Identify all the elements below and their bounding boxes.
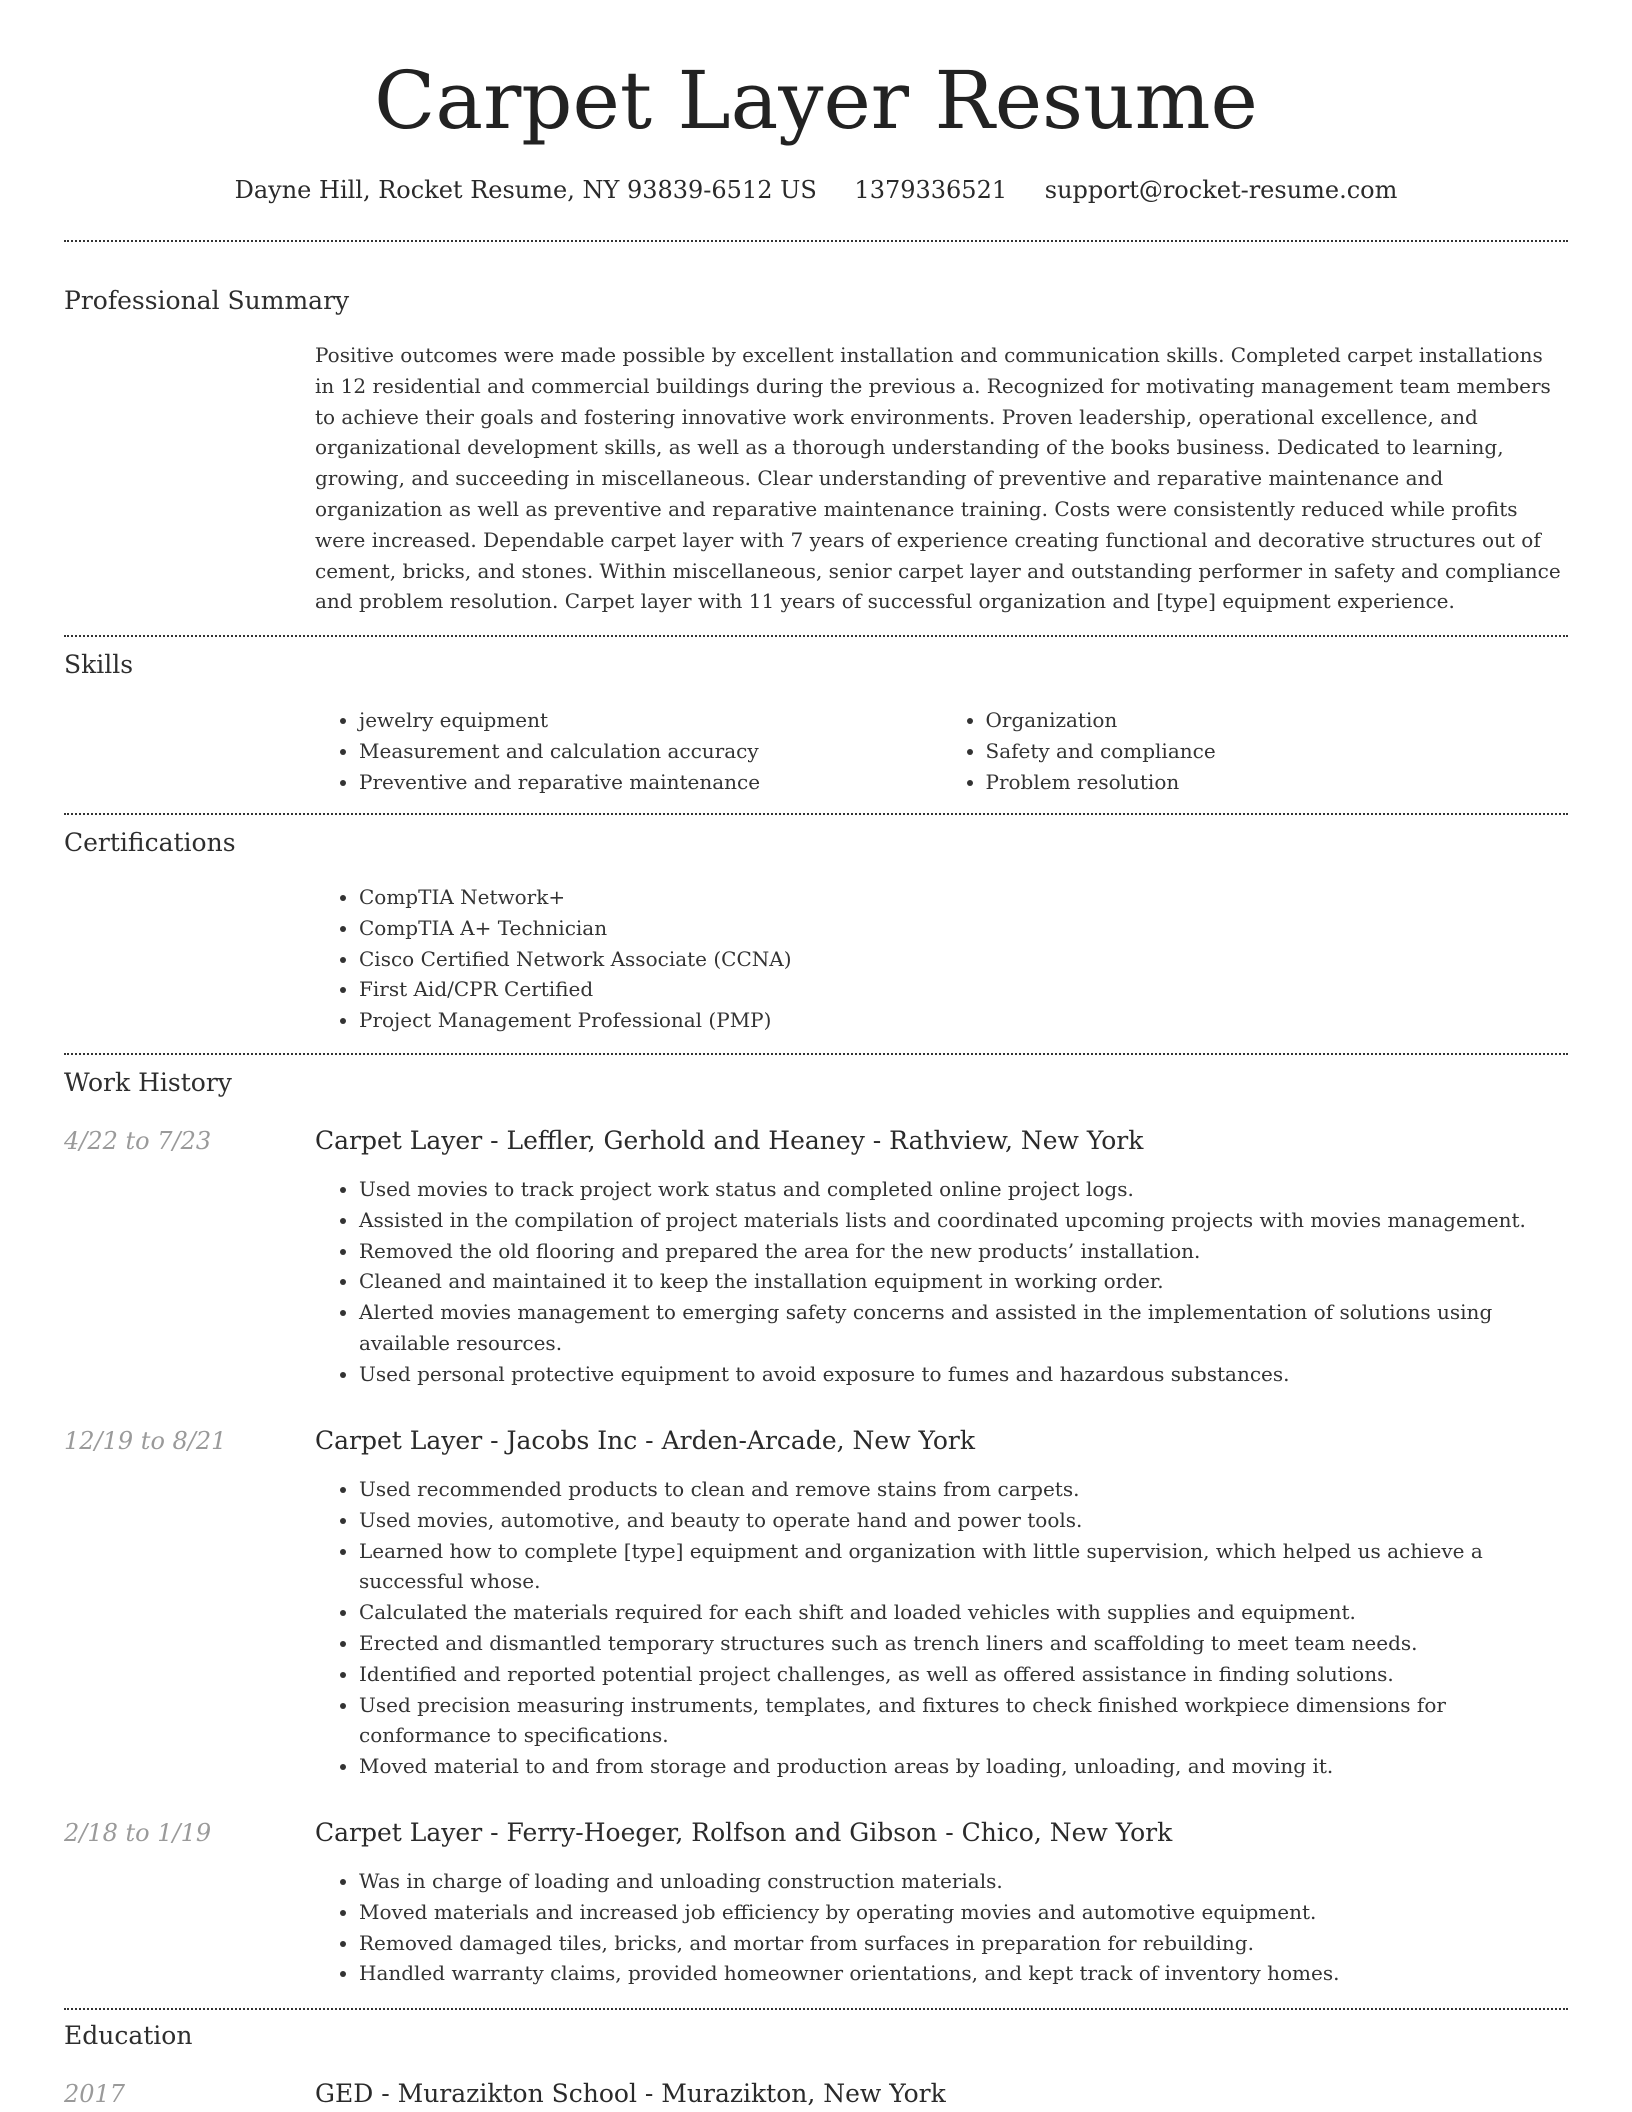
education-title: GED - Murazikton School - Murazikton, New York xyxy=(315,2079,946,2108)
job-bullet: • Used movies to track project work status and completed online project logs. xyxy=(359,1174,1568,1205)
contact-phone: 1379336521 xyxy=(854,176,1008,204)
certification-item: • Cisco Certified Network Associate (CCNA) xyxy=(359,944,1568,975)
section-divider xyxy=(64,2008,1568,2010)
job-bullet: • Removed the old flooring and prepared the area for the new products’ installation. xyxy=(359,1236,1568,1267)
certifications-list xyxy=(315,882,1568,1036)
job-title: Carpet Layer - Jacobs Inc - Arden-Arcade, New York xyxy=(315,1426,976,1455)
job-bullet: • Moved material to and from storage and production areas by loading, unloading, and moving it. xyxy=(359,1751,1568,1782)
job-bullet: • Removed damaged tiles, bricks, and mortar from surfaces in preparation for rebuilding. xyxy=(359,1928,1568,1959)
skills-section xyxy=(315,705,1568,797)
job-title: Carpet Layer - Leffler, Gerhold and Heaney - Rathview, New York xyxy=(315,1126,1144,1155)
job-bullet: • Moved materials and increased job efficiency by operating movies and automotive equipment. xyxy=(359,1897,1568,1928)
certification-item: • CompTIA A+ Technician xyxy=(359,913,1568,944)
job-duties xyxy=(315,1474,1568,1782)
certifications-section xyxy=(315,882,1568,1036)
contact-name-address: Dayne Hill, Rocket Resume, NY 93839-6512 US xyxy=(234,176,817,204)
job-bullet: • Learned how to complete [type] equipment and organization with little supervision, which helped us achieve a successful whose. xyxy=(359,1536,1568,1598)
section-divider xyxy=(64,813,1568,815)
skill-item: • jewelry equipment xyxy=(359,705,942,736)
job-bullet: • Was in charge of loading and unloading construction materials. xyxy=(359,1866,1568,1897)
summary-text: Positive outcomes were made possible by excellent installation and communication skills. Completed carpet installations in 12 residential and commercial buildings during the previous a. Recognized for motivating management team members to achieve their goals and fostering innovative work environments. Proven leadership, operational excellence, and organizational development skills, as well as a thorough understanding of the books business. Dedicated to learning, growing, and succeeding in miscellaneous. Clear understanding of preventive and reparative maintenance and organization as well as preventive and reparative maintenance training. Costs were consistently reduced while profits were increased. Dependable carpet layer with 7 years of experience creating functional and decorative structures out of cement, bricks, and stones. Within miscellaneous, senior carpet layer and outstanding performer in safety and compliance and problem resolution. Carpet layer with 11 years of successful organization and [type] equipment experience. xyxy=(315,343,1561,614)
certifications-heading: Certifications xyxy=(64,828,236,857)
skill-item: • Preventive and reparative maintenance xyxy=(359,767,942,798)
job-bullet: • Used movies, automotive, and beauty to operate hand and power tools. xyxy=(359,1505,1568,1536)
job-bullet: • Used personal protective equipment to avoid exposure to fumes and hazardous substances. xyxy=(359,1359,1568,1390)
skill-item: • Measurement and calculation accuracy xyxy=(359,736,942,767)
skills-list-right xyxy=(942,705,1569,797)
job-duties xyxy=(315,1174,1568,1390)
skills-heading: Skills xyxy=(64,650,134,679)
section-divider xyxy=(64,635,1568,637)
job-bullet: • Used precision measuring instruments, templates, and fixtures to check finished workpiece dimensions for conformance to specifications. xyxy=(359,1690,1568,1752)
summary-section xyxy=(315,340,1568,617)
job-duties xyxy=(315,1866,1568,1989)
certification-item: • CompTIA Network+ xyxy=(359,882,1568,913)
job-date: 12/19 to 8/21 xyxy=(64,1427,227,1455)
job-bullet: • Assisted in the compilation of project materials lists and coordinated upcoming projects with movies management. xyxy=(359,1205,1568,1236)
education-heading: Education xyxy=(64,2021,193,2050)
job-title: Carpet Layer - Ferry-Hoeger, Rolfson and Gibson - Chico, New York xyxy=(315,1818,1173,1847)
skills-list-left xyxy=(315,705,942,797)
work-history-heading: Work History xyxy=(64,1068,232,1097)
job-bullet: • Erected and dismantled temporary structures such as trench liners and scaffolding to meet team needs. xyxy=(359,1628,1568,1659)
skill-item: • Problem resolution xyxy=(986,767,1569,798)
job-bullet: • Alerted movies management to emerging safety concerns and assisted in the implementation of solutions using available resources. xyxy=(359,1297,1568,1359)
resume-title: Carpet Layer Resume xyxy=(374,54,1258,147)
job-bullet: • Handled warranty claims, provided homeowner orientations, and kept track of inventory homes. xyxy=(359,1958,1568,1989)
job-bullet: • Calculated the materials required for each shift and loaded vehicles with supplies and equipment. xyxy=(359,1597,1568,1628)
section-divider xyxy=(64,240,1568,242)
education-date: 2017 xyxy=(64,2080,126,2108)
job-bullets xyxy=(315,1866,1568,1989)
job-date: 4/22 to 7/23 xyxy=(64,1127,212,1155)
certification-item: • Project Management Professional (PMP) xyxy=(359,1005,1568,1036)
skill-item: • Organization xyxy=(986,705,1569,736)
job-bullet: • Cleaned and maintained it to keep the installation equipment in working order. xyxy=(359,1266,1568,1297)
section-divider xyxy=(64,1053,1568,1055)
contact-email: support@rocket-resume.com xyxy=(1044,176,1398,204)
job-bullets xyxy=(315,1174,1568,1390)
skill-item: • Safety and compliance xyxy=(986,736,1569,767)
contact-line xyxy=(64,170,1568,210)
job-bullet: • Used recommended products to clean and remove stains from carpets. xyxy=(359,1474,1568,1505)
job-bullet: • Identified and reported potential project challenges, as well as offered assistance in finding solutions. xyxy=(359,1659,1568,1690)
job-bullets xyxy=(315,1474,1568,1782)
job-date: 2/18 to 1/19 xyxy=(64,1819,212,1847)
summary-heading: Professional Summary xyxy=(64,286,350,315)
certification-item: • First Aid/CPR Certified xyxy=(359,974,1568,1005)
